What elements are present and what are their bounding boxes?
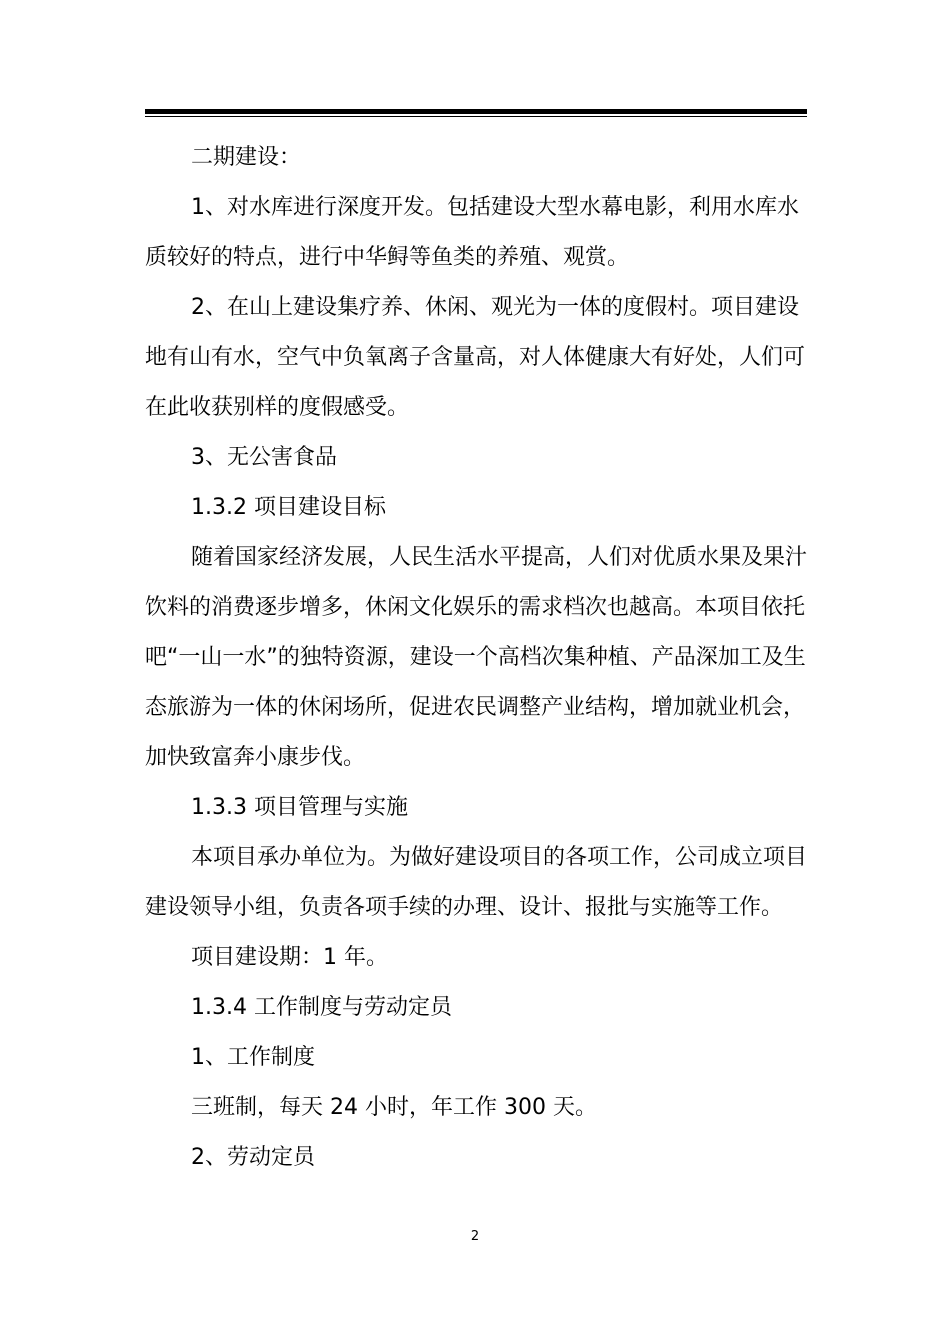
document-body [145,133,807,1183]
section-heading-1-3-3: 1.3.3 项目管理与实施 [191,795,408,820]
paragraph-resort-construction: 2、在山上建设集疗养、休闲、观光为一体的度假村。项目建设地有山有水，空气中负氧离子含量高，对人体健康大有好处，人们可在此收获别样的度假感受。 [145,295,806,420]
section-heading-1-3-2: 1.3.2 项目建设目标 [191,495,386,520]
paragraph-phase-two-heading: 二期建设： [191,145,302,170]
header-rule-thick [145,109,807,114]
paragraph-staffing-heading: 2、劳动定员 [191,1145,315,1170]
paragraph-work-system-heading: 1、工作制度 [191,1045,315,1070]
page-number: 2 [470,1229,480,1244]
section-heading-1-3-4: 1.3.4 工作制度与劳动定员 [191,995,452,1020]
paragraph-reservoir-development: 1、对水库进行深度开发。包括建设大型水幕电影，利用水库水质较好的特点，进行中华鲟等鱼类的养殖、观赏。 [145,195,799,270]
paragraph-project-goals: 随着国家经济发展，人民生活水平提高，人们对优质水果及果汁饮料的消费逐步增多，休闲文化娱乐的需求档次也越高。本项目依托吧“一山一水”的独特资源，建设一个高档次集种植、产品深加工及生态旅游为一体的休闲场所，促进农民调整产业结构，增加就业机会，加快致富奔小康步伐。 [145,545,808,770]
paragraph-project-management: 本项目承办单位为。为做好建设项目的各项工作，公司成立项目建设领导小组，负责各项手续的办理、设计、报批与实施等工作。 [145,845,808,920]
header-rule-thin [145,116,807,117]
paragraph-shift-schedule: 三班制，每天 24 小时，年工作 300 天。 [191,1095,597,1120]
paragraph-construction-period: 项目建设期：1 年。 [191,945,388,970]
paragraph-pollution-free-food: 3、无公害食品 [191,445,337,470]
